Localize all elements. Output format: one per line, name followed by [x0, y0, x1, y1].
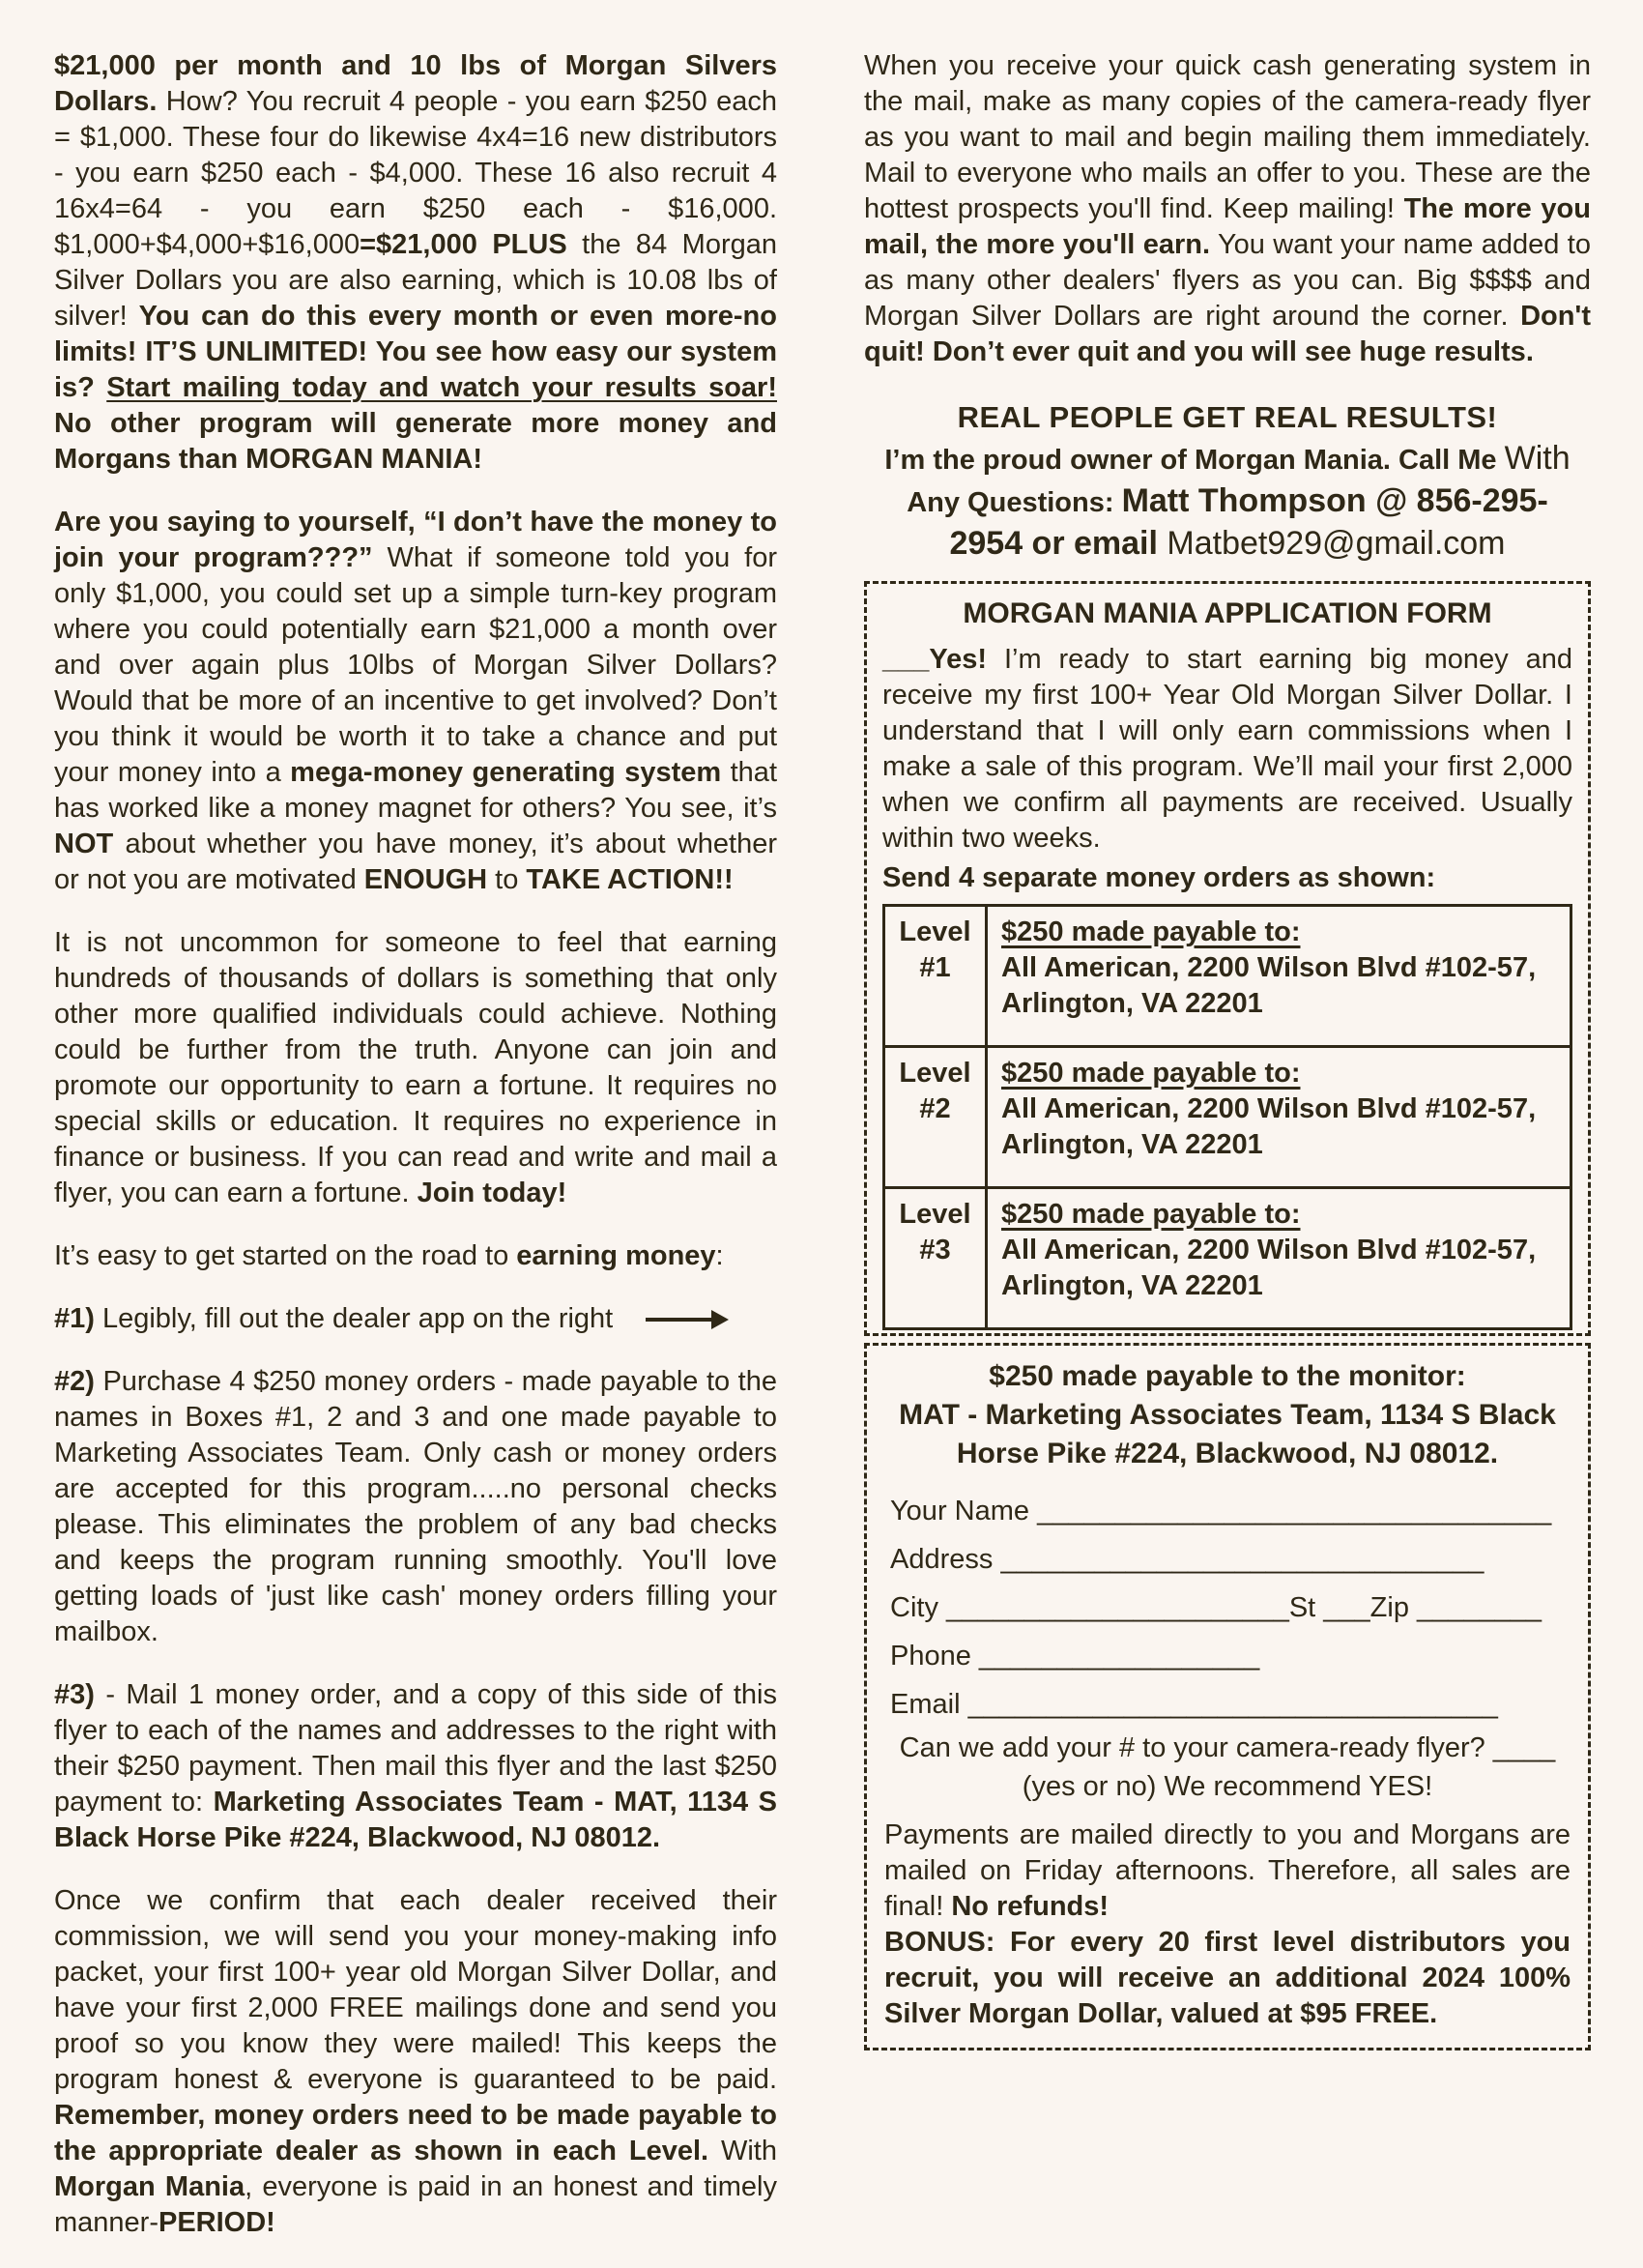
- payable-address-line2: Arlington, VA 22201: [1001, 1270, 1263, 1301]
- applicant-fields: [884, 1487, 1571, 1729]
- phone-email-line: 2954 or email Matbet929@gmail.com: [949, 525, 1506, 562]
- payable-heading: $250 made payable to:: [1001, 1058, 1301, 1089]
- payable-heading: $250 made payable to:: [1001, 916, 1301, 947]
- monitor-heading-line1: $250 made payable to the monitor:: [989, 1360, 1466, 1392]
- payable-address-line2: Arlington, VA 22201: [1001, 988, 1263, 1019]
- step-1-text: #1) Legibly, fill out the dealer app on the right: [54, 1303, 614, 1334]
- yes-agreement-paragraph: ___Yes! I’m ready to start earning big money and receive my first 100+ Year Old Morgan Silver Dollar. I understand that I will only earn commissions when I make a sale of this program. We’ll mail your first 2,000 when we confirm all payments are received. Usually within two weeks.: [882, 644, 1572, 854]
- payable-heading: $250 made payable to:: [1001, 1199, 1301, 1230]
- payable-address-line1: All American, 2200 Wilson Blvd #102-57,: [1001, 1235, 1537, 1265]
- right-column: [864, 48, 1591, 2268]
- payable-address-line1: All American, 2200 Wilson Blvd #102-57,: [1001, 1093, 1537, 1124]
- camera-ready-question: Can we add your # to your camera-ready flyer? ____: [899, 1732, 1556, 1763]
- level-3-cell: [884, 1188, 987, 1329]
- recommend-yes-line: (yes or no) We recommend YES!: [1022, 1771, 1433, 1802]
- level-label: Level: [899, 916, 971, 947]
- your-name-field: Your Name _________________________________: [890, 1496, 1552, 1527]
- table-row-level-1: [884, 906, 1571, 1047]
- send-money-orders-line: Send 4 separate money orders as shown:: [882, 862, 1436, 893]
- step-3-instruction: #3) - Mail 1 money order, and a copy of this side of this flyer to each of the names and addresses to the right with their $250 payment. Then mail this flyer and the last $250 payment to: Marketing Associates Team - MAT, 1134 S Black Horse Pike #224, Blackwood, NJ 08012.: [54, 1679, 777, 1853]
- level-2-payable-cell: [987, 1047, 1571, 1188]
- questions-phone-line: Any Questions: Matt Thompson @ 856-295-: [907, 482, 1548, 519]
- money-order-table: [882, 904, 1572, 1330]
- level-label: Level: [899, 1058, 971, 1089]
- right-arrow-icon: [646, 1318, 715, 1322]
- monitor-payment-box: [864, 1343, 1591, 2050]
- level-label: Level: [899, 1199, 971, 1230]
- level-1-cell: [884, 906, 987, 1047]
- level-number: #1: [919, 952, 951, 983]
- bonus-paragraph: BONUS: For every 20 first level distributors you recruit, you will receive an additional 2024 100% Silver Morgan Dollar, valued at $95 FREE.: [884, 1927, 1571, 2029]
- payable-address-line2: Arlington, VA 22201: [1001, 1129, 1263, 1160]
- address-field: Address _______________________________: [890, 1544, 1484, 1575]
- city-state-zip-field: City ______________________St ___Zip ________: [890, 1592, 1542, 1623]
- left-column: [54, 48, 777, 2268]
- email-field: Email __________________________________: [890, 1689, 1498, 1720]
- level-number: #3: [919, 1235, 951, 1265]
- level-3-payable-cell: [987, 1188, 1571, 1329]
- table-row-level-2: [884, 1047, 1571, 1188]
- payable-address-line1: All American, 2200 Wilson Blvd #102-57,: [1001, 952, 1537, 983]
- phone-field: Phone __________________: [890, 1641, 1260, 1672]
- level-number: #2: [919, 1093, 951, 1124]
- application-form-title: MORGAN MANIA APPLICATION FORM: [963, 597, 1492, 629]
- owner-line: I’m the proud owner of Morgan Mania. Call Me With: [884, 440, 1571, 477]
- monitor-heading-line2: MAT - Marketing Associates Team, 1134 S Black Horse Pike #224, Blackwood, NJ 08012.: [899, 1399, 1556, 1469]
- intro-earnings-paragraph: $21,000 per month and 10 lbs of Morgan Silvers Dollars. How? You recruit 4 people - you earn $250 each = $1,000. These four do likewise 4x4=16 new distributors - you earn $250 each - $4,000. These 16 also recruit 4 16x4=64 - you earn $250 each - $16,000. $1,000+$4,000+$16,000=$21,000 PLUS the 84 Morgan Silver Dollars you are also earning, which is 10.08 lbs of silver! You can do this every month or even more-no limits! IT’S UNLIMITED! You see how easy our system is? Start mailing today and watch your results soar! No other program will generate more money and Morgans than MORGAN MANIA!: [54, 50, 777, 475]
- table-row-level-3: [884, 1188, 1571, 1329]
- results-headline: REAL PEOPLE GET REAL RESULTS!: [957, 400, 1498, 434]
- mailing-instructions-paragraph: When you receive your quick cash generating system in the mail, make as many copies of the camera-ready flyer as you want to mail and begin mailing them immediately. Mail to everyone who mails an offer to you. These are the hottest prospects you'll find. Keep mailing! The more you mail, the more you'll earn. You want your name added to as many other dealers' flyers as you can. Big $$$$ and Morgan Silver Dollars are right around the corner. Don't quit! Don’t ever quit and you will see huge results.: [864, 50, 1591, 367]
- anyone-can-join-paragraph: It is not uncommon for someone to feel that earning hundreds of thousands of dollars is something that only other more qualified individuals could achieve. Nothing could be further from the truth. Anyone can join and promote our opportunity to earn a fortune. It requires no special skills or education. It requires no experience in finance or business. If you can read and write and mail a flyer, you can earn a fortune. Join today!: [54, 927, 777, 1208]
- level-2-cell: [884, 1047, 987, 1188]
- level-1-payable-cell: [987, 906, 1571, 1047]
- step-1-instruction: [54, 1301, 777, 1337]
- application-form-box: [864, 581, 1591, 1336]
- confirmation-paragraph: Once we confirm that each dealer received their commission, we will send you your money-making info packet, your first 100+ year old Morgan Silver Dollar, and have your first 2,000 FREE mailings done and send you proof so you know they were mailed! This keeps the program honest & everyone is guaranteed to be paid. Remember, money orders need to be made payable to the appropriate dealer as shown in each Level. With Morgan Mania, everyone is paid in an honest and timely manner-PERIOD!: [54, 1885, 777, 2238]
- payments-final-paragraph: Payments are mailed directly to you and Morgans are mailed on Friday afternoons. Therefore, all sales are final! No refunds!: [884, 1819, 1571, 1922]
- step-2-instruction: #2) Purchase 4 $250 money orders - made payable to the names in Boxes #1, 2 and 3 and one made payable to Marketing Associates Team. Only cash or money orders are accepted for this program.....no personal checks please. This eliminates the problem of any bad checks and keeps the program running smoothly. You'll love getting loads of 'just like cash' money orders filling your mailbox.: [54, 1366, 777, 1647]
- get-started-line: It’s easy to get started on the road to earning money:: [54, 1240, 724, 1271]
- money-objection-paragraph: Are you saying to yourself, “I don’t have the money to join your program???” What if someone told you for only $1,000, you could set up a simple turn-key program where you could potentially earn $21,000 a month over and over again plus 10lbs of Morgan Silver Dollars? Would that be more of an incentive to get involved? Don’t you think it would be worth it to take a chance and put your money into a mega-money generating system that has worked like a money magnet for others? You see, it’s NOT about whether you have money, it’s about whether or not you are motivated ENOUGH to TAKE ACTION!!: [54, 507, 777, 895]
- results-header: [864, 397, 1591, 566]
